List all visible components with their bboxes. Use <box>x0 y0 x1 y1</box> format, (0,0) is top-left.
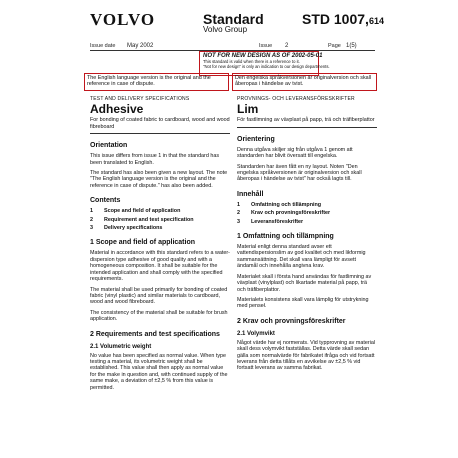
page-label: Page <box>328 43 341 49</box>
issue-value: 2 <box>285 43 289 49</box>
section-2-1-heading-en: 2.1 Volumetric weight <box>90 343 152 350</box>
category-sv: PROVNINGS- OCH LEVERANSFÖRESKRIFTER <box>237 96 355 102</box>
contents-item-number: 1 <box>237 201 240 208</box>
section-1-paragraph-1-sv: Material enligt denna standard avser ett vattendispersionslim av god kvalitet och med likformig sammansättning. Det skall vara lämpligt för avsett ändamål och innehålla angivna krav. <box>237 244 366 270</box>
notice-line-2: "Not for new design" is only an indication to our design departments. <box>203 64 330 69</box>
contents-heading-en: Contents <box>90 197 121 205</box>
section-2-1-paragraph-sv: Något värde har ej normerats. Vid typprovning av material skall dess volymvikt fastställas. Detta värde skall sedan gälla som normalvärde för fabrikatet ifråga och vid fortsatt leverans från detta tillåts en avvikelse av ±2,5 % vid fortsatt leverans av samma fabrikat. <box>237 339 376 372</box>
contents-list-sv <box>237 202 377 225</box>
issue-label: Issue <box>259 43 273 49</box>
contents-item-label: Leveransföreskrifter <box>251 218 304 225</box>
contents-item-en <box>90 208 230 214</box>
section-2-heading-sv: 2 Krav och provningsföreskrifter <box>237 317 346 325</box>
language-note-sv: Den engelska språkversionen är originalversion och skall åberopas i händelse av tvist. <box>232 73 377 91</box>
volvo-logo: VOLVO <box>90 10 156 29</box>
orientation-paragraph-1-sv: Denna utgåva skiljer sig från utgåva 1 genom att standarden har blivit översatt till engelska. <box>237 146 353 160</box>
contents-item-en <box>90 225 230 231</box>
notice-headline: NOT FOR NEW DESIGN AS OF 2002-05-01 <box>203 53 323 59</box>
orientation-heading-en: Orientation <box>90 142 128 150</box>
contents-list-en <box>90 208 230 231</box>
title-en: Adhesive <box>90 102 144 117</box>
section-2-1-heading-sv: 2.1 Volymvikt <box>237 330 275 337</box>
contents-item-number: 3 <box>90 225 93 232</box>
page-value: 1(5) <box>346 43 357 49</box>
section-2-1-paragraph-en: No value has been specified as normal value. When type testing a material, its volumetric weight shall be established. This value shall then apply as normal value for the make in question and, with continued supply of the same make, a deviation of ±2,5 % from this value is permitted. <box>90 352 228 391</box>
category-en: TEST AND DELIVERY SPECIFICATIONS <box>90 96 190 102</box>
section-2-heading-en: 2 Requirements and test specifications <box>90 330 220 338</box>
contents-item-label: Delivery specifications <box>104 225 163 232</box>
title-divider-sv <box>237 127 377 128</box>
contents-item-sv <box>237 210 377 216</box>
orientation-paragraph-1-en: This issue differs from issue 1 in that the standard has been translated to English. <box>90 153 220 166</box>
swedish-column <box>237 96 377 376</box>
contents-item-number: 2 <box>237 210 240 217</box>
section-1-paragraph-1-en: Material in accordance with this standard refers to a water-dispersion type adhesive of good quality and with a homogeneous composition. It shall be suitable for the intended application and shall comply with the specified requirements. <box>90 250 230 283</box>
section-1-heading-en: 1 Scope and field of application <box>90 239 196 247</box>
standard-number <box>302 11 384 27</box>
contents-item-label: Scope and field of application <box>104 208 181 215</box>
contents-item-label: Omfattning och tillämpning <box>251 201 322 208</box>
section-1-paragraph-2-sv: Materialet skall i första hand användas för fastlimning av vävplast (vinylplast) och likartade material på papp, trä och träfiberplattor. <box>237 273 372 293</box>
orientation-paragraph-2-en: The standard has also been given a new layout. The note "The English language version is the original and the reference in case of dispute." has also been added. <box>90 170 228 189</box>
language-note-en: The English language version is the original and the reference in case of dispute. <box>84 73 229 91</box>
contents-item-number: 2 <box>90 216 93 223</box>
contents-item-sv <box>237 219 377 225</box>
section-1-heading-sv: 1 Omfattning och tillämpning <box>237 233 334 241</box>
subtitle-en: For bonding of coated fabric to cardboard, wood and wood fibreboard <box>90 117 230 130</box>
contents-heading-sv: Innehåll <box>237 190 264 198</box>
notice-line-1: This standard is valid when there is a reference to it. <box>203 59 300 64</box>
title-divider-en <box>90 133 230 134</box>
standard-number-main: STD 1007, <box>302 11 369 27</box>
title-sv: Lim <box>237 102 259 117</box>
contents-item-number: 1 <box>90 208 93 215</box>
subtitle-sv: För fastlimning av vävplast på papp, trä och träfiberplattor <box>237 117 375 124</box>
english-column <box>90 96 230 395</box>
company-name: Volvo Group <box>203 25 248 34</box>
section-1-paragraph-3-en: The consistency of the material shall be suitable for brush application. <box>90 309 228 323</box>
orientation-paragraph-2-sv: Standarden har även fått en ny layout. Noten "Den engelska språkversionen är originalversion och skall åberopas i händelse av tvist" har också lagts till. <box>237 163 362 183</box>
contents-item-label: Requirement and test specification <box>104 216 194 223</box>
issue-date: May 2002 <box>127 43 154 49</box>
standard-number-suffix: 614 <box>368 16 384 26</box>
orientation-heading-sv: Orientering <box>237 135 275 143</box>
section-1-paragraph-3-sv: Materialets konsistens skall vara lämplig för utstrykning med penseł. <box>237 296 369 310</box>
contents-item-number: 3 <box>237 218 240 225</box>
contents-item-en <box>90 217 230 223</box>
section-1-paragraph-2-en: The material shall be used primarily for bonding of coated fabric (vinyl plastic) and similar materials to cardboard, wood and wood fibreboard. <box>90 286 228 306</box>
issue-date-label: Issue date <box>90 43 116 49</box>
contents-item-sv <box>237 202 377 208</box>
contents-item-label: Krav och provningsföreskrifter <box>251 210 331 217</box>
document-type: Standard <box>203 11 264 27</box>
